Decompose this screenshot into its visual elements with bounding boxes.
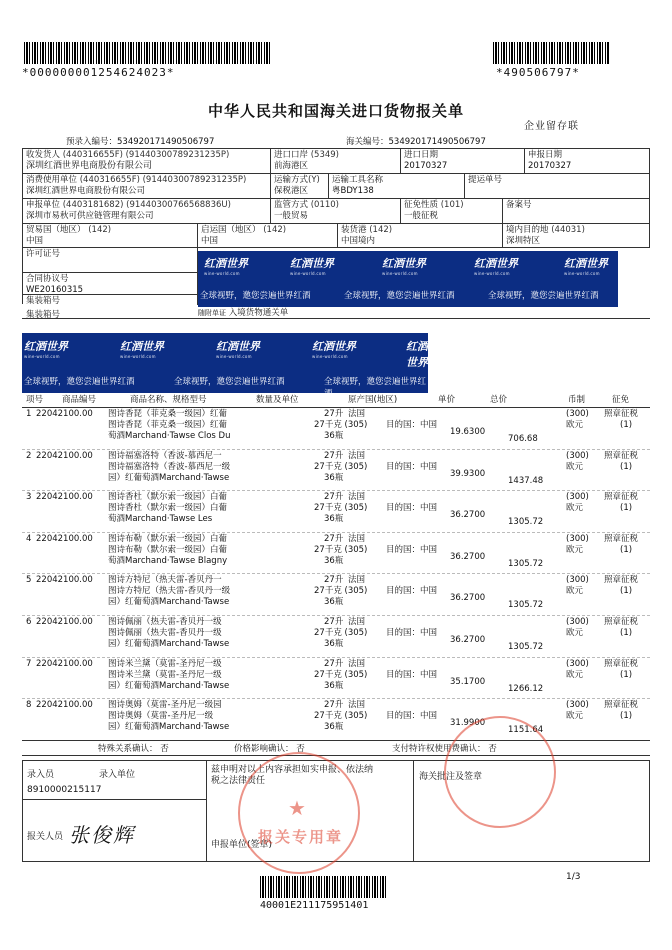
item-total: 1305.72 xyxy=(508,558,544,569)
container-cell: 集装箱号 xyxy=(23,295,198,305)
declarer-unit-label: 申报单位(签章) xyxy=(211,840,273,850)
item-currency-2: 欧元 xyxy=(566,669,584,680)
item-name-3: 萄酒Marchand·Tawse Les xyxy=(108,514,213,525)
item-tax-1: 照章征税 xyxy=(604,492,639,503)
banner-logo-2: 红酒世界 wine-world.com xyxy=(290,257,334,276)
remarks-cell: 备案号 xyxy=(503,199,650,224)
item-price: 36.2700 xyxy=(450,635,486,645)
col-tax: 征免 xyxy=(612,395,630,405)
col-currency: 币制 xyxy=(568,395,586,405)
item-origin-1: 法国 xyxy=(348,658,366,669)
customs-approval-label: 海关批注及签章 xyxy=(419,772,483,782)
attach-docs: 随附单证 入境货物通关单 xyxy=(198,308,289,318)
item-qty-1: 27升 xyxy=(324,700,344,711)
entry-code: 8910000215117 xyxy=(27,785,102,795)
item-currency-2: 欧元 xyxy=(566,544,584,555)
item-qty-3: 36瓶 xyxy=(324,722,344,733)
top-left-barcode-number: *000000001254624023* xyxy=(22,66,175,79)
banner-logo-7: 红酒世界 wine-world.com xyxy=(120,340,164,359)
banner-logo-9: 红酒世界 wine-world.com xyxy=(312,340,356,359)
loading-port-cell: 装货港 (142) 中国境内 xyxy=(338,224,503,248)
item-currency-1: (300) xyxy=(566,700,589,711)
goods-row xyxy=(22,407,650,450)
confirm-row xyxy=(22,740,650,756)
item-currency-2: 欧元 xyxy=(566,503,584,514)
goods-row xyxy=(22,532,650,575)
item-qty-1: 27升 xyxy=(324,492,344,503)
col-qty: 数量及单位 xyxy=(256,395,299,405)
item-qty-2: 27千克 (305) xyxy=(314,669,368,680)
col-total: 总价 xyxy=(490,395,508,405)
bill-no-cell: 提运单号 xyxy=(465,174,650,199)
consignee-cell: 收发货人 (440316655F) (91440300789231235P) 深圳红酒世界电商股份有限公司 xyxy=(23,149,271,174)
goods-row xyxy=(22,573,650,616)
item-code: 22042100.00 xyxy=(36,492,93,503)
entry-unit-label: 录入单位 xyxy=(99,770,136,780)
item-total: 1151.64 xyxy=(508,725,544,736)
item-currency-1: (300) xyxy=(566,617,589,627)
page-number: 1/3 xyxy=(566,872,581,882)
item-tax-2: (1) xyxy=(620,669,633,680)
item-origin-1: 法国 xyxy=(348,533,366,544)
item-code: 22042100.00 xyxy=(36,450,93,461)
footer-divider-2 xyxy=(413,761,414,861)
item-currency-1: (300) xyxy=(566,492,589,503)
item-no: 3 xyxy=(26,492,32,503)
seal-star-icon: ★ xyxy=(288,796,306,820)
item-qty-2: 27千克 (305) xyxy=(314,420,368,430)
item-no: 2 xyxy=(26,450,32,461)
banner-logo-3: 红酒世界 wine-world.com xyxy=(382,257,426,276)
item-qty-1: 27升 xyxy=(324,575,344,586)
footer-divider-1 xyxy=(206,761,207,861)
item-name-1: 图诗香杜（默尔索一级园）白葡 xyxy=(108,492,228,503)
container-label: 集装箱号 xyxy=(26,310,61,320)
item-qty-1: 27升 xyxy=(324,450,344,461)
preentry-number: 预录入编号：534920171490506797 xyxy=(66,137,215,147)
item-currency-1: (300) xyxy=(566,450,589,461)
transport-name-cell: 运输工具名称 粤BDY138 xyxy=(329,174,465,199)
item-name-1: 图诗香琵（菲克桑一级园）红葡 xyxy=(108,409,228,419)
item-no: 5 xyxy=(26,575,32,586)
item-name-3: 园）红葡萄酒Marchand·Tawse xyxy=(108,680,230,691)
item-no: 1 xyxy=(26,409,32,419)
item-qty-2: 27千克 (305) xyxy=(314,711,368,722)
item-tax-1: 照章征税 xyxy=(604,409,639,419)
item-currency-1: (300) xyxy=(566,575,589,586)
item-tax-2: (1) xyxy=(620,461,633,472)
item-code: 22042100.00 xyxy=(36,617,93,627)
statement: 兹申明对以上内容承担如实申报、依法纳税之法律责任 xyxy=(211,765,374,786)
banner-slogan-1: 全球视野，邀您尝遍世界红酒 xyxy=(200,291,311,301)
item-code: 22042100.00 xyxy=(36,575,93,586)
item-origin-1: 法国 xyxy=(348,617,366,627)
item-name-1: 图诗奥姆（莫雷-圣丹尼一级园 xyxy=(108,700,222,711)
item-origin-2: 目的国：中国 xyxy=(386,544,438,555)
item-qty-1: 27升 xyxy=(324,409,344,419)
item-origin-2: 目的国：中国 xyxy=(386,461,438,472)
royalty: 支付特许权使用费确认： 否 xyxy=(392,744,497,754)
tax-nature-cell: 征免性质 (101) 一般征税 xyxy=(401,199,503,224)
top-left-barcode xyxy=(24,42,270,64)
transport-mode-cell: 运输方式(Y) 保税港区 xyxy=(271,174,329,199)
bottom-barcode-number: 40001E211175951401 xyxy=(260,900,369,911)
item-code: 22042100.00 xyxy=(36,533,93,544)
item-name-2: 图诗奥姆（莫雷-圣丹尼一级 xyxy=(108,711,214,722)
item-origin-2: 目的国：中国 xyxy=(386,669,438,680)
top-right-barcode-number: *490506797* xyxy=(496,66,580,79)
item-tax-1: 照章征税 xyxy=(604,450,639,461)
banner-logo-8: 红酒世界 wine-world.com xyxy=(216,340,260,359)
item-code: 22042100.00 xyxy=(36,409,93,419)
import-port-cell: 进口口岸 (5349) 前海港区 xyxy=(271,149,401,174)
special-relation: 特殊关系确认： 否 xyxy=(98,744,169,754)
item-total: 706.68 xyxy=(508,434,538,444)
banner-slogan-6: 全球视野，邀您尝遍世界红酒 xyxy=(324,377,427,399)
item-name-1: 图诗福塞洛特（香波-慕西尼一 xyxy=(108,450,222,461)
item-origin-1: 法国 xyxy=(348,575,366,586)
item-code: 22042100.00 xyxy=(36,658,93,669)
trade-country-cell: 贸易国（地区） (142) 中国 xyxy=(23,224,198,248)
item-qty-2: 27千克 (305) xyxy=(314,503,368,514)
item-name-3: 园）红葡萄酒Marchand·Tawse xyxy=(108,722,230,733)
col-name: 商品名称、规格型号 xyxy=(130,395,207,405)
item-qty-3: 36瓶 xyxy=(324,639,344,649)
item-name-3: 萄酒Marchand·Tawse Clos Du xyxy=(108,431,231,441)
item-name-2: 图诗佩丽（热夫雷-香贝丹一级 xyxy=(108,628,222,638)
item-name-2: 图诗福塞洛特（香波-慕西尼一级 xyxy=(108,461,231,472)
item-origin-1: 法国 xyxy=(348,409,366,419)
banner-logo-1: 红酒世界 wine-world.com xyxy=(204,257,248,276)
item-no: 8 xyxy=(26,700,32,711)
item-no: 4 xyxy=(26,533,32,544)
item-name-2: 图诗米兰黛（莫雷-圣丹尼一级 xyxy=(108,669,222,680)
dest-cell: 境内目的地 (44031) 深圳特区 xyxy=(503,224,650,248)
contract-cell: 合同协议号 WE20160315 xyxy=(23,273,198,295)
customs-number: 海关编号：534920171490506797 xyxy=(346,137,486,147)
declare-date-cell: 申报日期 20170327 xyxy=(525,149,650,174)
item-qty-3: 36瓶 xyxy=(324,431,344,441)
banner-slogan-4: 全球视野，邀您尝遍世界红酒 xyxy=(24,377,135,387)
banner-logo-5: 红酒世界 wine-world.com xyxy=(564,257,608,276)
item-qty-3: 36瓶 xyxy=(324,555,344,566)
item-price: 35.1700 xyxy=(450,676,486,687)
item-tax-1: 照章征税 xyxy=(604,575,639,586)
goods-row xyxy=(22,615,650,658)
item-tax-2: (1) xyxy=(620,544,633,555)
item-qty-1: 27升 xyxy=(324,617,344,627)
item-name-1: 图诗方特尼（热夫雷-香贝丹一 xyxy=(108,575,222,586)
item-tax-2: (1) xyxy=(620,503,633,514)
item-qty-3: 36瓶 xyxy=(324,472,344,483)
copy-label: 企业留存联 xyxy=(524,121,579,132)
item-qty-2: 27千克 (305) xyxy=(314,586,368,597)
item-name-1: 图诗布勒（默尔索一级园）白葡 xyxy=(108,533,228,544)
item-name-2: 图诗香琵（菲克桑一级园）红葡 xyxy=(108,420,228,430)
item-price: 39.9300 xyxy=(450,468,486,479)
item-total: 1437.48 xyxy=(508,475,544,486)
item-qty-3: 36瓶 xyxy=(324,680,344,691)
item-name-3: 园）红葡萄酒Marchand·Tawse xyxy=(108,639,230,649)
item-total: 1305.72 xyxy=(508,642,544,652)
item-name-2: 图诗方特尼（热夫雷-香贝丹一级 xyxy=(108,586,231,597)
item-qty-2: 27千克 (305) xyxy=(314,461,368,472)
item-tax-2: (1) xyxy=(620,586,633,597)
item-currency-2: 欧元 xyxy=(566,711,584,722)
item-qty-2: 27千克 (305) xyxy=(314,628,368,638)
top-right-barcode xyxy=(493,42,609,64)
item-currency-1: (300) xyxy=(566,533,589,544)
item-origin-1: 法国 xyxy=(348,492,366,503)
banner-slogan-3: 全球视野，邀您尝遍世界红酒 xyxy=(488,291,599,301)
item-origin-2: 目的国：中国 xyxy=(386,503,438,514)
license-cell: 许可证号 xyxy=(23,248,198,273)
bottom-barcode xyxy=(260,876,386,898)
item-price: 36.2700 xyxy=(450,593,486,604)
item-tax-2: (1) xyxy=(620,711,633,722)
item-currency-1: (300) xyxy=(566,409,589,419)
item-price: 31.9900 xyxy=(450,718,486,729)
ad-banner-top xyxy=(198,251,618,307)
origin-country-cell: 启运国（地区） (142) 中国 xyxy=(198,224,338,248)
item-origin-2: 目的国：中国 xyxy=(386,586,438,597)
item-name-1: 图诗佩丽（热夫雷-香贝丹一级 xyxy=(108,617,222,627)
goods-row xyxy=(22,490,650,533)
supervision-cell: 监管方式 (0110) 一般贸易 xyxy=(271,199,401,224)
company-seal-stamp xyxy=(238,752,360,874)
item-price: 36.2700 xyxy=(450,510,486,521)
attach-line xyxy=(22,318,650,319)
item-total: 1266.12 xyxy=(508,683,544,694)
item-origin-1: 法国 xyxy=(348,450,366,461)
item-qty-1: 27升 xyxy=(324,658,344,669)
item-currency-2: 欧元 xyxy=(566,420,584,430)
item-total: 1305.72 xyxy=(508,600,544,611)
price-impact: 价格影响确认： 否 xyxy=(234,744,305,754)
item-qty-3: 36瓶 xyxy=(324,514,344,525)
item-origin-1: 法国 xyxy=(348,700,366,711)
declarer-cell: 申报单位 (4403181682) (91440300766568836U) 深圳市易秋可供应链管理有限公司 xyxy=(23,199,271,224)
item-price: 19.6300 xyxy=(450,427,486,437)
item-name-3: 园）红葡萄酒Marchand·Tawse xyxy=(108,597,230,608)
item-currency-2: 欧元 xyxy=(566,586,584,597)
item-tax-1: 照章征税 xyxy=(604,700,639,711)
banner-slogan-2: 全球视野，邀您尝遍世界红酒 xyxy=(344,291,455,301)
item-currency-2: 欧元 xyxy=(566,628,584,638)
customs-seal-stamp xyxy=(444,716,556,828)
item-origin-2: 目的国：中国 xyxy=(386,711,438,722)
item-total: 1305.72 xyxy=(508,517,544,528)
signature: 张俊辉 xyxy=(69,823,135,847)
item-tax-2: (1) xyxy=(620,420,633,430)
item-name-2: 图诗布勒（默尔索一级园）白葡 xyxy=(108,544,228,555)
entry-person-label: 录入员 xyxy=(27,770,55,780)
item-qty-1: 27升 xyxy=(324,533,344,544)
item-name-2: 图诗香杜（默尔索一级园）白葡 xyxy=(108,503,228,514)
item-origin-2: 目的国：中国 xyxy=(386,420,438,430)
item-price: 36.2700 xyxy=(450,551,486,562)
item-tax-2: (1) xyxy=(620,628,633,638)
item-tax-1: 照章征税 xyxy=(604,617,639,627)
item-qty-3: 36瓶 xyxy=(324,597,344,608)
col-item-no: 项号 xyxy=(26,395,44,405)
banner-logo-6: 红酒世界 wine-world.com xyxy=(24,340,68,359)
declarer-person-label: 报关人员 xyxy=(27,832,64,842)
item-name-3: 园）红葡萄酒Marchand·Tawse xyxy=(108,472,230,483)
goods-row xyxy=(22,449,650,492)
ad-banner-bottom xyxy=(22,333,428,399)
item-tax-1: 照章征税 xyxy=(604,533,639,544)
item-currency-2: 欧元 xyxy=(566,461,584,472)
item-tax-1: 照章征税 xyxy=(604,658,639,669)
page-title: 中华人民共和国海关进口货物报关单 xyxy=(207,102,464,120)
footer-hline xyxy=(23,799,206,800)
item-no: 6 xyxy=(26,617,32,627)
item-name-1: 图诗米兰黛（莫雷-圣丹尼一级 xyxy=(108,658,222,669)
banner-logo-10: 红酒世界 xyxy=(406,340,428,369)
col-code: 商品编号 xyxy=(62,395,97,405)
item-qty-2: 27千克 (305) xyxy=(314,544,368,555)
consumer-cell: 消费使用单位 (440316655F) (91440300789231235P) 深圳红酒世界电商股份有限公司 xyxy=(23,174,271,199)
goods-row xyxy=(22,657,650,700)
item-currency-1: (300) xyxy=(566,658,589,669)
item-code: 22042100.00 xyxy=(36,700,93,711)
import-date-cell: 进口日期 20170327 xyxy=(401,149,525,174)
col-price: 单价 xyxy=(438,395,456,405)
goods-row xyxy=(22,698,650,740)
item-name-3: 萄酒Marchand·Tawse Blagny xyxy=(108,555,228,566)
item-origin-2: 目的国：中国 xyxy=(386,628,438,638)
seal-text: 报关专用章 xyxy=(258,828,344,846)
banner-slogan-5: 全球视野，邀您尝遍世界红酒 xyxy=(174,377,285,387)
banner-logo-4: 红酒世界 wine-world.com xyxy=(474,257,518,276)
col-origin: 原产国(地区) xyxy=(348,395,398,405)
item-no: 7 xyxy=(26,658,32,669)
